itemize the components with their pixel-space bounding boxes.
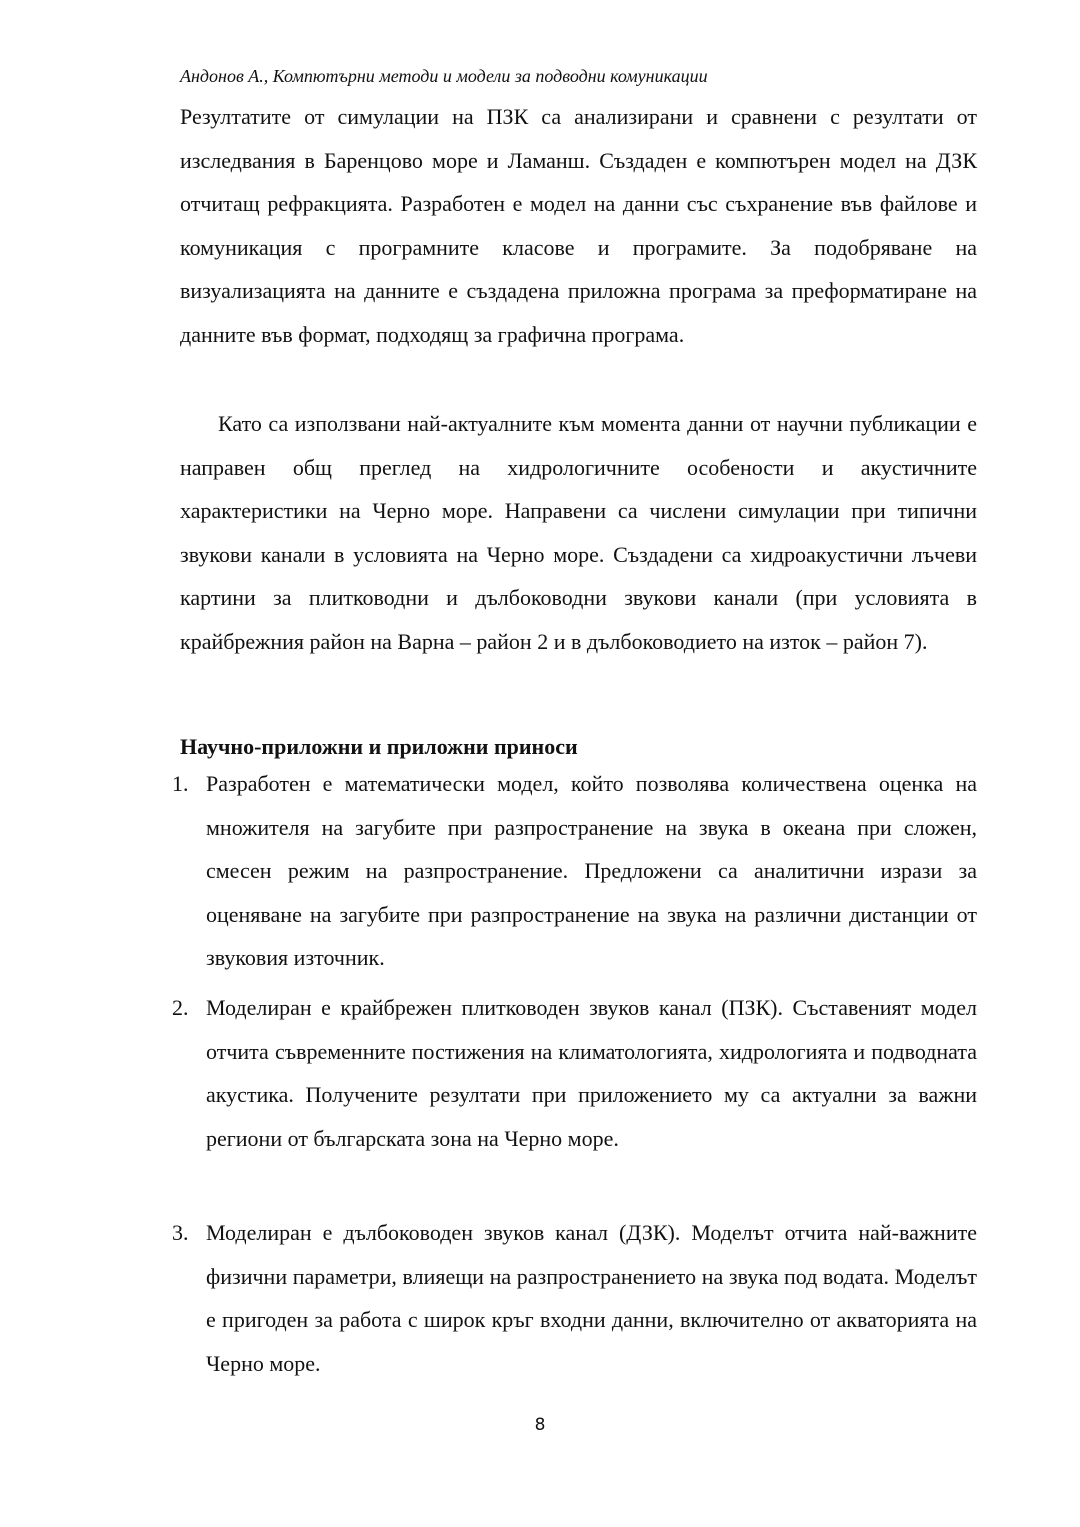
running-header: Андонов А., Компютърни методи и модели за подводни комуникации [180, 66, 708, 86]
body-paragraph: Резултатите от симулации на ПЗК са анализирани и сравнени с резултати от изследвания в Баренцово море и Ламанш. Създаден е компютърен модел на ДЗК отчитащ рефракцията. Разработен е модел на данни със съхранение във файлове и комуникация с програмните класове и програмите. За подобряване на визуализацията на данните е създадена приложна програма за преформатиране на данните във формат, подходящ за графична програма. [180, 104, 977, 347]
section-heading: Научно-приложни и приложни приноси [180, 734, 578, 759]
list-item-number: 2. [172, 995, 189, 1020]
page-number: 8 [534, 1415, 546, 1435]
list-item-text: Моделиран е дълбоководен звуков канал (ДЗК). Моделът отчита най-важните физични параметри, влияещи на разпространението на звука под водата. Моделът е пригоден за работа с широк кръг входни данни, включително от акваторията на Черно море. [206, 1220, 977, 1376]
list-item-text: Моделиран е крайбрежен плитководен звуков канал (ПЗК). Съставеният модел отчита съвременните постижения на климатологията, хидрологията и подводната акустика. Получените резултати при приложението му са актуални за важни региони от българската зона на Черно море. [206, 995, 977, 1151]
body-paragraph: Като са използвани най-актуалните към момента данни от научни публикации е направен общ преглед на хидрологичните особености и акустичните характеристики на Черно море. Направени са числени симулации при типични звукови канали в условията на Черно море. Създадени са хидроакустични лъчеви картини за плитководни и дълбоководни звукови канали (при условията в крайбрежния район на Варна – район 2 и в дълбоководието на изток – район 7). [180, 411, 977, 654]
list-item-number: 3. [172, 1220, 189, 1245]
list-item-text: Разработен е математически модел, който позволява количествена оценка на множителя на загубите при разпространение на звука в океана при сложен, смесен режим на разпространение. Предложени са аналитични изрази за оценяване на загубите при разпространение на звука на различни дистанции от звуковия източник. [206, 771, 977, 970]
list-item-number: 1. [172, 771, 189, 796]
